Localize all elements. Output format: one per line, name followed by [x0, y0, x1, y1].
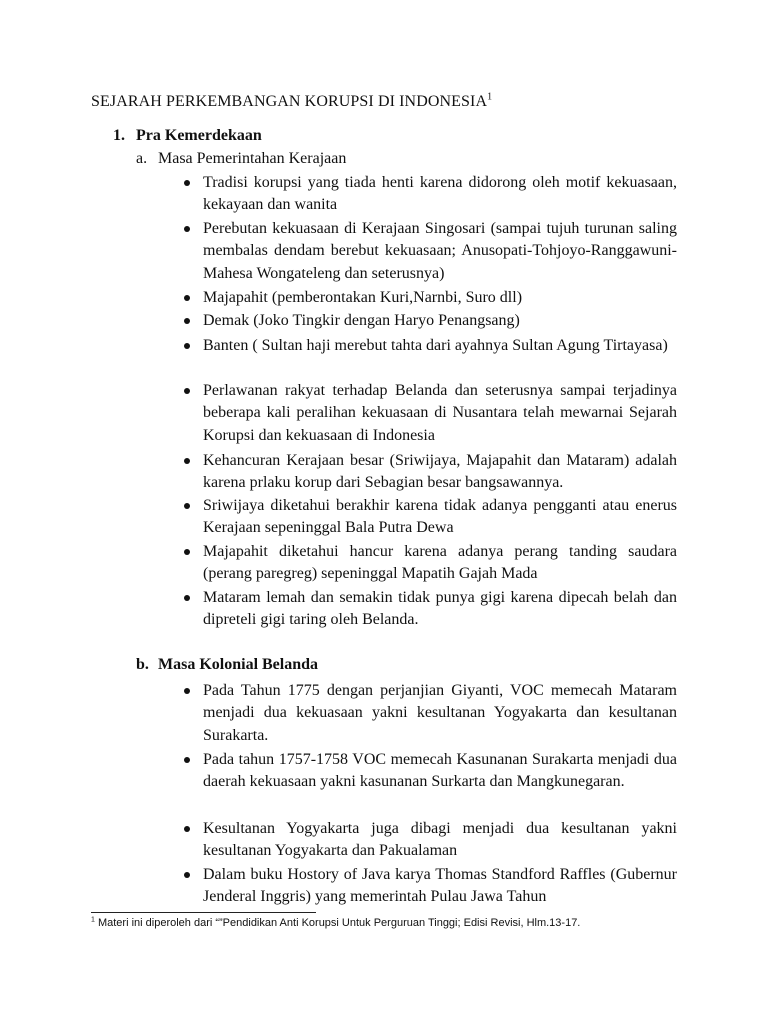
bullet-icon [184, 757, 190, 763]
document-title-text: SEJARAH PERKEMBANGAN KORUPSI DI INDONESIA [91, 93, 488, 110]
list-item: Kehancuran Kerajaan besar (Sriwijaya, Majapahit dan Mataram) adalah karena prlaku korup dari Sebagian besar bangsawannya. [203, 452, 677, 492]
list-item: Tradisi korupsi yang tiada henti karena didorong oleh motif kekuasaan, kekayaan dan wanita [203, 174, 677, 214]
section-title: Pra Kemerdekaan [136, 127, 262, 144]
bullet-icon [184, 458, 190, 464]
footnote-ref: 1 [91, 916, 95, 924]
subsection-b-title: Masa Kolonial Belanda [158, 656, 319, 673]
list-item: Majapahit (pemberontakan Kuri,Narnbi, Suro dll) [203, 289, 523, 306]
bullet-icon [184, 595, 190, 601]
bullet-icon [184, 549, 190, 555]
footnote [91, 917, 580, 929]
list-item: Kesultanan Yogyakarta juga dibagi menjadi dua kesultanan yakni kesultanan Yogyakarta dan Pakualaman [203, 820, 677, 860]
list-item: Pada Tahun 1775 dengan perjanjian Giyanti, VOC memecah Mataram menjadi dua kekuasaan yakni kesultanan Yogyakarta dan kesultanan Surakarta. [203, 682, 677, 744]
subsection-a-title: Masa Pemerintahan Kerajaan [158, 150, 347, 167]
list-item: Majapahit diketahui hancur karena adanya perang tanding saudara (perang paregreg) sepeninggal Mapatih Gajah Mada [203, 543, 677, 583]
footnote-separator [91, 912, 316, 913]
subsection-a-letter: a. [136, 150, 148, 167]
list-item: Dalam buku Hostory of Java karya Thomas Standford Raffles (Gubernur Jenderal Inggris) yang memerintah Pulau Jawa Tahun [203, 866, 677, 906]
list-item: Pada tahun 1757-1758 VOC memecah Kasunanan Surakarta menjadi dua daerah kekuasaan yakni kasunanan Surkarta dan Mangkunegaran. [203, 751, 677, 791]
list-item: Perebutan kekuasaan di Kerajaan Singosari (sampai tujuh turunan saling membalas dendam berebut kekuasaan; Anusopati-Tohjoyo-Ranggawuni-Mahesa Wongateleng dan seterusnya) [203, 220, 677, 282]
section-number: 1. [113, 127, 125, 144]
list-item: Demak (Joko Tingkir dengan Haryo Penangsang) [203, 312, 520, 329]
bullet-icon [184, 343, 190, 349]
list-item: Banten ( Sultan haji merebut tahta dari ayahnya Sultan Agung Tirtayasa) [203, 337, 668, 354]
bullet-icon [184, 688, 190, 694]
footnote-text: Materi ini diperoleh dari “”Pendidikan Anti Korupsi Untuk Perguruan Tinggi; Edisi Revisi, Hlm.13-17. [94, 917, 581, 929]
bullet-icon [184, 226, 190, 232]
bullet-icon [184, 295, 190, 301]
document-title [91, 93, 492, 111]
list-item: Mataram lemah dan semakin tidak punya gigi karena dipecah belah dan dipreteli gigi taring oleh Belanda. [203, 589, 677, 629]
bullet-icon [184, 826, 190, 832]
subsection-b-letter: b. [136, 656, 149, 673]
list-item: Sriwijaya diketahui berakhir karena tidak adanya pengganti atau enerus Kerajaan sepeninggal Bala Putra Dewa [203, 497, 677, 537]
bullet-icon [184, 388, 190, 394]
bullet-icon [184, 503, 190, 509]
bullet-icon [184, 872, 190, 878]
bullet-icon [184, 318, 190, 324]
title-footnote-ref: 1 [487, 91, 493, 103]
bullet-icon [184, 180, 190, 186]
list-item: Perlawanan rakyat terhadap Belanda dan seterusnya sampai terjadinya beberapa kali peralihan kekuasaan di Nusantara telah mewarnai Sejarah Korupsi dan kekuasaan di Indonesia [203, 382, 677, 444]
